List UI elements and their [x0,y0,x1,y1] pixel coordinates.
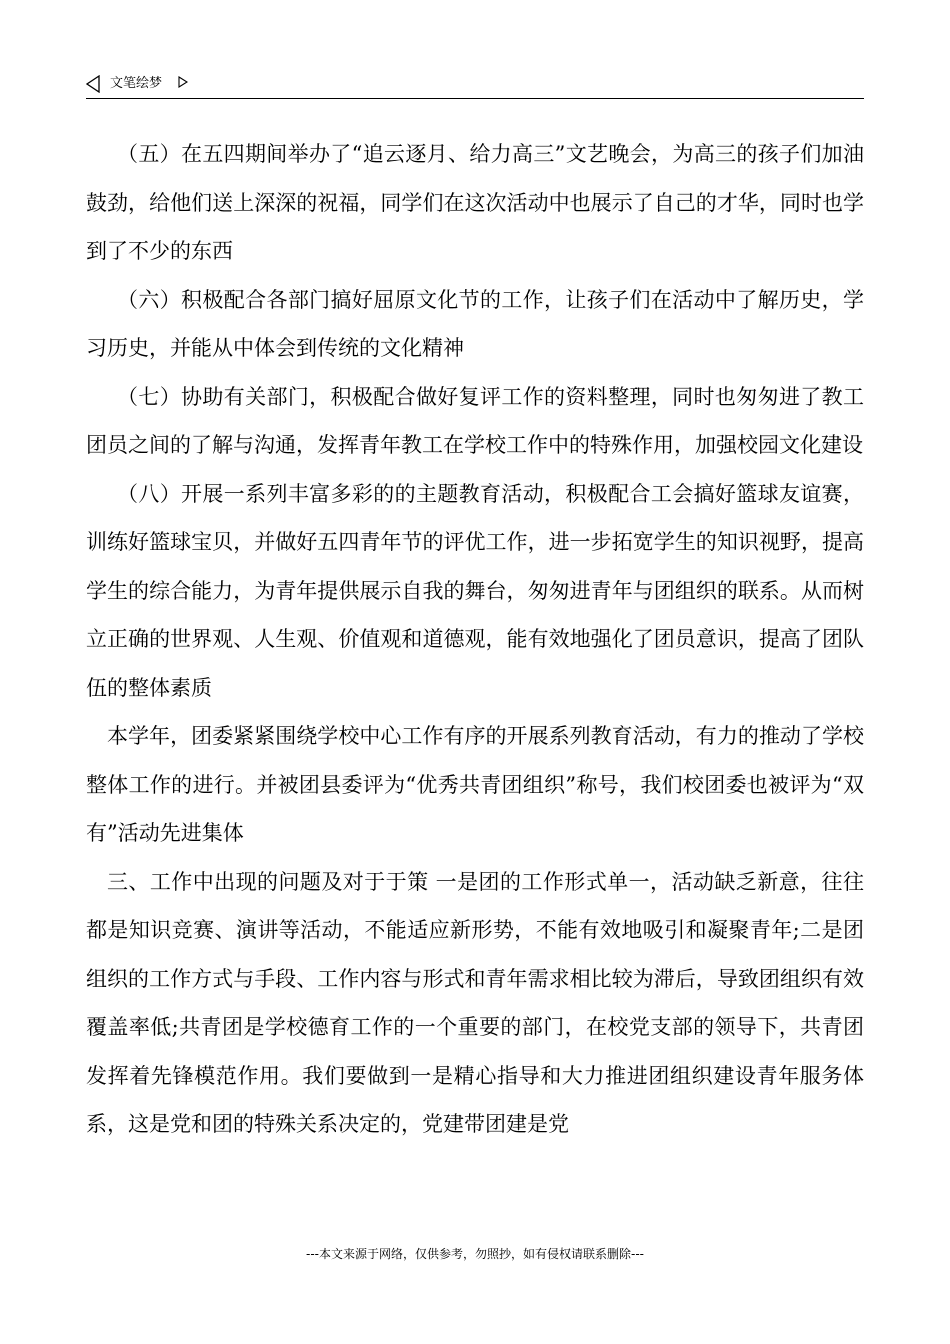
paragraph-5: （五）在五四期间举办了“追云逐月、给力高三”文艺晚会，为高三的孩子们加油鼓劲，给他们送上深深的祝福，同学们在这次活动中也展示了自己的才华，同时也学到了不少的东西 [86,142,864,263]
page-footer: ---本文来源于网络，仅供参考，勿照抄，如有侵权请联系删除--- [306,1247,644,1261]
header-title: 文笔绘梦 [110,76,163,91]
paragraph-6: （六）积极配合各部门搞好屈原文化节的工作，让孩子们在活动中了解历史，学习历史，并能从中体会到传统的文化精神 [86,287,864,360]
triangle-left-outline-icon [86,75,100,93]
triangle-right-outline-icon [178,76,188,88]
paragraph-8: （八）开展一系列丰富多彩的的主题教育活动，积极配合工会搞好篮球友谊赛，训练好篮球宝贝，并做好五四青年节的评优工作，进一步拓宽学生的知识视野，提高学生的综合能力，为青年提供展示自我的舞台，匆匆进青年与团组织的联系。从而树立正确的世界观、人生观、价值观和道德观，能有效地强化了团员意识，提高了团队伍的整体素质 [86,481,864,700]
document-body [86,130,864,1149]
paragraph-summary: 本学年，团委紧紧围绕学校中心工作有序的开展系列教育活动，有力的推动了学校整体工作的进行。并被团县委评为“优秀共青团组织”称号，我们校团委也被评为“双有”活动先进集体 [86,724,864,845]
page-header [86,72,864,99]
paragraph-problems: 三、工作中出现的问题及对于于策 一是团的工作形式单一，活动缺乏新意，往往都是知识竞赛、演讲等活动，不能适应新形势，不能有效地吸引和凝聚青年;二是团组织的工作方式与手段、工作内容与形式和青年需求相比较为滞后，导致团组织有效覆盖率低;共青团是学校德育工作的一个重要的部门，在校党支部的领导下，共青团发挥着先锋模范作用。我们要做到一是精心指导和大力推进团组织建设青年服务体系，这是党和团的特殊关系决定的，党建带团建是党 [86,869,864,1136]
paragraph-7: （七）协助有关部门，积极配合做好复评工作的资料整理，同时也匆匆进了教工团员之间的了解与沟通，发挥青年教工在学校工作中的特殊作用，加强校园文化建设 [86,384,864,457]
